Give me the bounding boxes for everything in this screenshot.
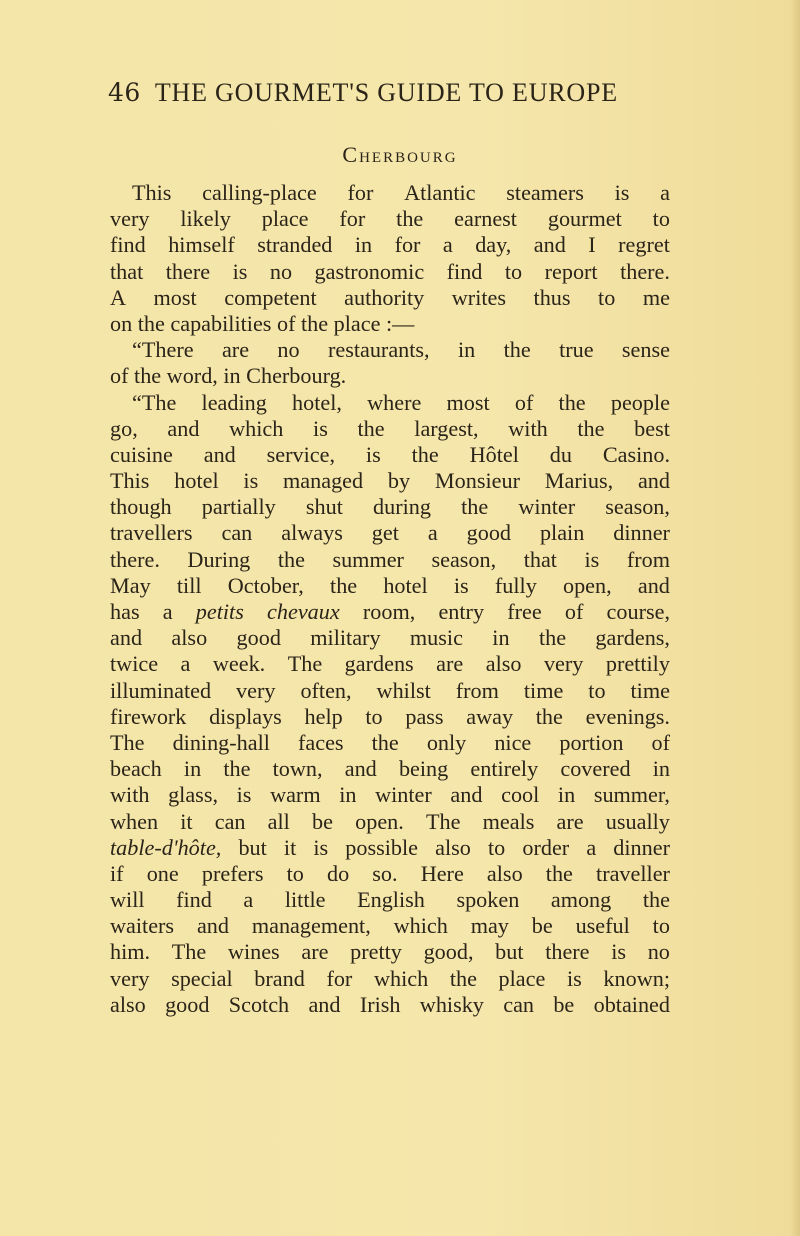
word: with (508, 415, 548, 441)
word: there (165, 258, 211, 284)
word: largest, (414, 415, 479, 441)
word: covered (560, 756, 631, 782)
word: writes (451, 284, 507, 310)
text-line (110, 390, 670, 416)
section-heading: Cherbourg (342, 142, 458, 167)
word: open. (355, 808, 404, 834)
word: in (492, 625, 510, 651)
word: managed (283, 468, 364, 494)
word: Hôtel (469, 441, 519, 467)
word: will (110, 887, 145, 913)
word: of (514, 389, 534, 415)
word: him. (110, 939, 151, 965)
word: for (394, 232, 421, 258)
word: dining-hall (172, 729, 270, 755)
text-line (110, 678, 670, 704)
italic-word: chevaux (267, 599, 340, 624)
word: help (304, 703, 343, 729)
word: find (446, 258, 483, 284)
word: if (110, 860, 124, 886)
word: wines (227, 939, 280, 965)
word: and (203, 441, 236, 467)
word: and (637, 572, 670, 598)
body-text (110, 180, 670, 1018)
text-line (110, 180, 670, 206)
word: regret (618, 232, 670, 258)
word: prefers (201, 860, 264, 886)
word: portion (559, 729, 624, 755)
word: place (261, 206, 309, 232)
word: no (269, 258, 293, 284)
word: a (660, 180, 670, 205)
word: season, (605, 494, 670, 520)
word: brand (254, 965, 305, 991)
text-line (110, 704, 670, 730)
word: faces (298, 729, 344, 755)
word: himself (168, 232, 235, 258)
word: is (453, 572, 469, 598)
word: special (171, 965, 233, 991)
text-line (110, 887, 670, 913)
word: order (522, 834, 570, 860)
word: “There (132, 337, 194, 363)
word: season, (431, 546, 497, 572)
text-line (110, 547, 670, 573)
word: waiters (110, 913, 175, 939)
word: a (162, 599, 173, 624)
word: During (187, 546, 251, 572)
word: and (196, 913, 229, 939)
word: usually (605, 808, 670, 834)
word: Irish (359, 991, 401, 1017)
word: very (543, 651, 584, 677)
word: warm (270, 782, 321, 808)
word: the (558, 389, 586, 415)
text-line (110, 337, 670, 363)
word: away (466, 703, 514, 729)
word: for (339, 206, 366, 232)
word: free (507, 599, 542, 624)
text-line (110, 363, 670, 389)
word: also (485, 651, 522, 677)
word: only (426, 729, 467, 755)
word: little (284, 887, 326, 913)
word: but (238, 834, 267, 860)
word: good (466, 520, 511, 546)
word: illuminated (110, 677, 212, 703)
word: are (436, 651, 464, 677)
text-line (110, 782, 670, 808)
word: of the word, in Cherbourg. (110, 363, 347, 389)
word: by (387, 468, 411, 494)
text-line (110, 835, 670, 861)
word: the (538, 625, 567, 651)
word: The (425, 808, 461, 834)
word: winter (518, 494, 576, 520)
word: is (611, 939, 627, 965)
word: twice (110, 651, 159, 677)
word: though (110, 494, 172, 520)
text-line (110, 494, 670, 520)
word: “The (132, 389, 177, 415)
word: gourmet (547, 206, 622, 232)
word: travellers (110, 520, 193, 546)
word: during (373, 494, 431, 520)
word: is (313, 415, 328, 441)
word: it (283, 834, 297, 860)
word: winter (375, 782, 432, 808)
word: open, (562, 572, 612, 598)
word: meals (482, 808, 535, 834)
word: no (277, 337, 300, 363)
text-line (110, 730, 670, 756)
text-line (110, 861, 670, 887)
word: plain (539, 520, 585, 546)
running-head (108, 78, 708, 108)
word: useful (575, 913, 630, 939)
word: Scotch (228, 991, 290, 1017)
word: may (470, 913, 509, 939)
word: the (357, 415, 385, 441)
word: from (626, 546, 670, 572)
word: which (229, 415, 284, 441)
word: a (427, 520, 438, 546)
word: nice (494, 729, 532, 755)
word: authority (344, 284, 425, 310)
text-line (110, 206, 670, 232)
word: in (339, 782, 357, 808)
word: shut (305, 494, 343, 520)
word: dinner (613, 834, 670, 860)
word: and (167, 415, 200, 441)
word: be (553, 991, 575, 1017)
word: the (545, 860, 573, 886)
word: and (533, 232, 566, 258)
word: there. (110, 546, 160, 572)
word: spoken (456, 887, 520, 913)
word: leading (201, 389, 267, 415)
word: the (461, 494, 489, 520)
word: when (110, 808, 159, 834)
text-line (110, 520, 670, 546)
word: good (165, 991, 210, 1017)
word: of (564, 599, 584, 624)
word: which (393, 913, 448, 939)
word: can (503, 991, 535, 1017)
word: town, (272, 756, 323, 782)
word: pretty (350, 939, 402, 965)
word: pass (405, 703, 444, 729)
word: is (566, 965, 582, 991)
word: cuisine (110, 441, 173, 467)
word: on the capabilities of the place :— (110, 310, 415, 336)
word: that (523, 546, 557, 572)
word: a (586, 834, 597, 860)
word: time (523, 677, 564, 703)
word: to (652, 913, 670, 939)
word: all (267, 808, 290, 834)
text-line (110, 939, 670, 965)
word: often, (300, 677, 352, 703)
word: sense (621, 337, 670, 363)
word: the (642, 887, 670, 913)
word: This (110, 468, 150, 494)
word: hotel (174, 468, 219, 494)
word: October, (227, 572, 304, 598)
word: place (498, 965, 546, 991)
word: a (180, 651, 191, 677)
word: is (243, 468, 259, 494)
word: to (598, 284, 616, 310)
word: in (183, 756, 202, 782)
word: whisky (419, 991, 484, 1017)
text-line (110, 259, 670, 285)
word: very (110, 965, 150, 991)
word: A (110, 284, 127, 310)
word: best (634, 415, 670, 441)
word: and (110, 625, 143, 651)
word: people (610, 389, 670, 415)
word: go, (110, 415, 138, 441)
word: obtained (593, 991, 670, 1017)
word: to (652, 206, 670, 232)
word: are (556, 808, 584, 834)
word: also (486, 860, 523, 886)
word: are (221, 337, 250, 363)
text-line (110, 311, 670, 337)
word: service, (266, 441, 336, 467)
word: dinner (613, 520, 670, 546)
word: do (326, 860, 350, 886)
text-line (110, 756, 670, 782)
word: find (176, 887, 212, 913)
word: course, (606, 599, 670, 624)
word: till (176, 572, 202, 598)
word: among (550, 887, 612, 913)
word: good, (423, 939, 474, 965)
word: is (365, 441, 381, 467)
word: also (171, 625, 208, 651)
word: evenings. (585, 703, 670, 729)
word: steamers (506, 180, 584, 205)
word: be (312, 808, 333, 834)
word: very (236, 677, 276, 703)
word: also (435, 834, 471, 860)
word: that (110, 258, 144, 284)
italic-word: petits (195, 599, 244, 624)
word: displays (209, 703, 282, 729)
italic-word: table-d'hôte, (110, 834, 222, 860)
word: calling-place (202, 180, 317, 205)
word: Atlantic (404, 180, 476, 205)
word: possible (345, 834, 419, 860)
word: can (214, 808, 246, 834)
word: where (367, 389, 422, 415)
word: management, (251, 913, 371, 939)
word: stranded (257, 232, 333, 258)
word: du (549, 441, 572, 467)
word: which (373, 965, 429, 991)
word: is (614, 180, 630, 205)
word: to (588, 677, 606, 703)
word: glass, (168, 782, 218, 808)
word: so. (372, 860, 398, 886)
text-line (110, 809, 670, 835)
word: partially (201, 494, 276, 520)
word: The (171, 939, 207, 965)
word: The (287, 651, 323, 677)
word: room, (362, 599, 416, 624)
word: is (584, 546, 600, 572)
word: the (577, 415, 605, 441)
word: hotel (383, 572, 428, 598)
word: competent (224, 284, 317, 310)
word: has (110, 599, 140, 624)
word: the (330, 572, 358, 598)
word: in (557, 782, 576, 808)
word: the (449, 965, 477, 991)
word: traveller (596, 860, 670, 886)
text-line (110, 285, 670, 311)
word: most (153, 284, 197, 310)
word: This (132, 180, 172, 205)
word: can (221, 520, 253, 546)
word: good (236, 625, 281, 651)
word: most (446, 389, 490, 415)
page-number: 46 (108, 78, 141, 107)
word: but (495, 939, 524, 965)
word: day, (475, 232, 512, 258)
word: summer (332, 546, 404, 572)
word: are (301, 939, 329, 965)
text-line (110, 573, 670, 599)
word: summer, (593, 782, 670, 808)
word: Casino. (602, 441, 670, 467)
word: be (531, 913, 553, 939)
word: to (365, 703, 383, 729)
word: and (344, 756, 377, 782)
word: the (223, 756, 251, 782)
word: and (308, 991, 341, 1017)
word: Marius, (544, 468, 614, 494)
word: report (544, 258, 598, 284)
word: firework (110, 703, 187, 729)
word: very (110, 206, 150, 232)
word: with (110, 782, 150, 808)
word: for (347, 180, 374, 205)
word: it (180, 808, 193, 834)
text-line (110, 913, 670, 939)
text-line (110, 468, 670, 494)
text-line (110, 416, 670, 442)
word: in (354, 232, 373, 258)
word: fully (494, 572, 537, 598)
word: one (146, 860, 179, 886)
word: I (588, 232, 596, 258)
word: the (503, 337, 531, 363)
word: and (637, 468, 670, 494)
word: me (642, 284, 670, 310)
page-edge-shadow (790, 0, 800, 1236)
word: May (110, 572, 151, 598)
text-line (110, 966, 670, 992)
word: cool (501, 782, 540, 808)
text-line (110, 599, 670, 625)
word: find (110, 232, 146, 258)
word: in (652, 756, 670, 782)
word: earnest (454, 206, 517, 232)
word: no (647, 939, 670, 965)
word: time (630, 677, 670, 703)
word: the (396, 206, 424, 232)
word: there (545, 939, 590, 965)
word: to (286, 860, 304, 886)
word: for (326, 965, 353, 991)
word: prettily (605, 651, 670, 677)
word: whilst (376, 677, 431, 703)
word: Monsieur (434, 468, 520, 494)
word: get (371, 520, 399, 546)
text-line (110, 442, 670, 468)
word: is (232, 258, 248, 284)
word: is (236, 782, 252, 808)
word: a (442, 232, 453, 258)
word: The (110, 729, 145, 755)
word: gastronomic (314, 258, 425, 284)
word: the (411, 441, 439, 467)
running-title: THE GOURMET'S GUIDE TO EUROPE (154, 78, 618, 107)
text-line (110, 625, 670, 651)
word: in (457, 337, 476, 363)
word: being (398, 756, 449, 782)
word: a (243, 887, 254, 913)
word: likely (180, 206, 231, 232)
word: Here (420, 860, 464, 886)
word: to (504, 258, 523, 284)
word: the (535, 703, 563, 729)
text-line (110, 992, 670, 1018)
word: of (651, 729, 670, 755)
word: from (455, 677, 499, 703)
word: gardens (344, 651, 414, 677)
word: thus (533, 284, 571, 310)
word: always (281, 520, 343, 546)
word: entry (438, 599, 485, 624)
text-line (110, 651, 670, 677)
word: is (313, 834, 329, 860)
word: restaurants, (327, 337, 430, 363)
word: true (559, 337, 594, 363)
word: week. (212, 651, 266, 677)
text-line (110, 232, 670, 258)
word: known; (603, 965, 670, 991)
word: the (371, 729, 399, 755)
word: gardens, (595, 625, 670, 651)
word: also (110, 991, 146, 1017)
word: music (409, 625, 463, 651)
word: the (277, 546, 305, 572)
word: there. (620, 258, 670, 284)
word: to (488, 834, 506, 860)
word: English (357, 887, 425, 913)
word: beach (110, 756, 162, 782)
word: entirely (470, 756, 539, 782)
word: hotel, (292, 389, 342, 415)
word: military (310, 625, 381, 651)
word: and (450, 782, 483, 808)
